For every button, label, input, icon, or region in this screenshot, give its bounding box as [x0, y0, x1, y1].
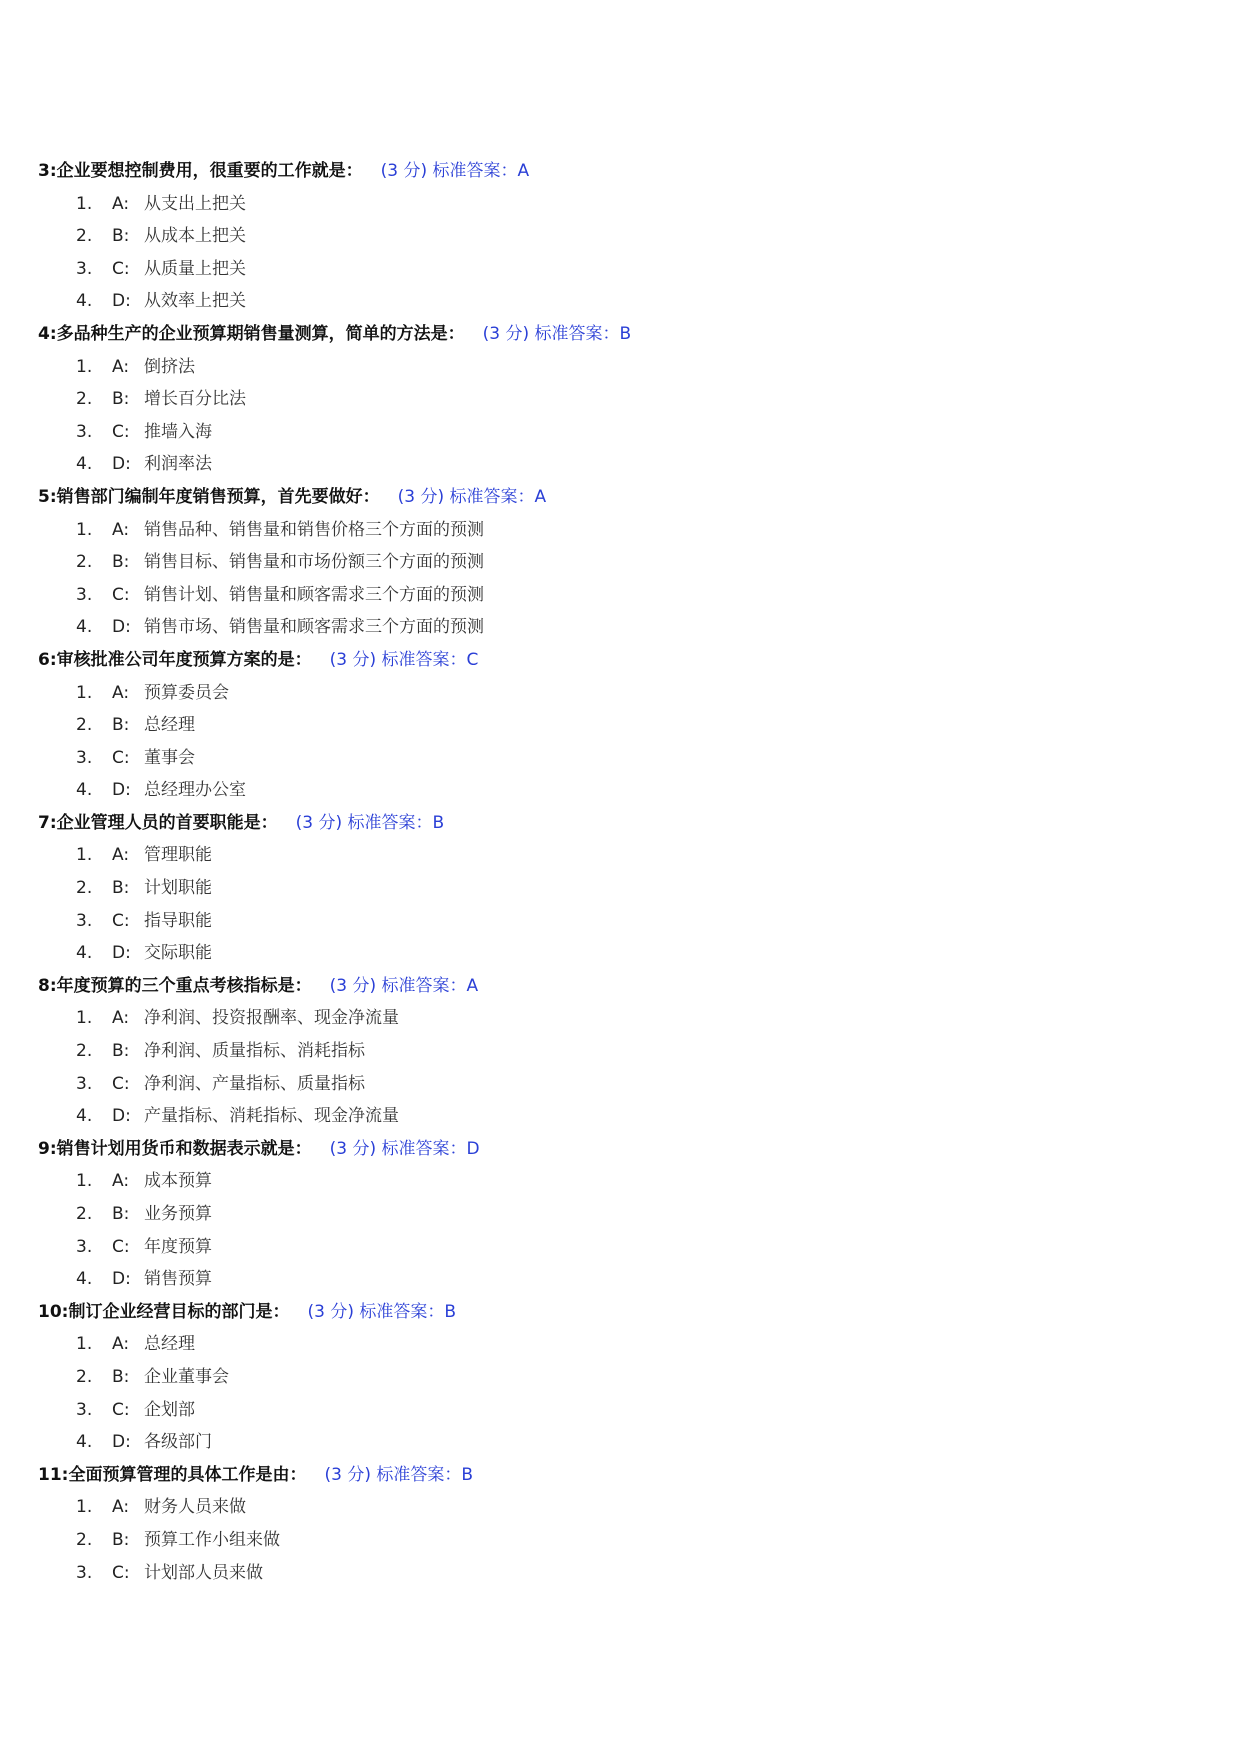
score-label: (3 分) [307, 1301, 354, 1322]
option-letter: C: [112, 1399, 130, 1420]
option-letter: B: [112, 552, 130, 573]
option-text: 从支出上把关 [144, 193, 246, 214]
option-item [38, 1524, 1198, 1557]
option-letter: D: [112, 943, 131, 964]
option-letter: D: [112, 1432, 131, 1453]
option-text: 总经理 [144, 715, 195, 736]
option-index: 1. [76, 193, 93, 214]
question-header [38, 318, 1198, 351]
answer-prefix: 标准答案： [449, 486, 535, 507]
option-text: 净利润、质量指标、消耗指标 [144, 1041, 365, 1062]
option-index: 3. [76, 1073, 93, 1094]
option-text: 管理职能 [144, 845, 212, 866]
answer-value: B [619, 323, 632, 344]
question-number: 7: [38, 812, 57, 833]
option-letter: A: [112, 1497, 130, 1518]
question-header [38, 807, 1198, 840]
option-list [38, 351, 1198, 481]
option-text: 净利润、产量指标、质量指标 [144, 1073, 365, 1094]
option-index: 3. [76, 1562, 93, 1583]
answer-value: A [517, 161, 530, 181]
option-letter: D: [112, 780, 131, 801]
option-text: 销售预算 [144, 1269, 212, 1290]
option-index: 2. [76, 1041, 93, 1062]
option-text: 销售品种、销售量和销售价格三个方面的预测 [144, 519, 484, 540]
option-list [38, 1328, 1198, 1458]
option-text: 计划部人员来做 [144, 1562, 263, 1583]
question-block [38, 318, 1198, 481]
option-text: 交际职能 [144, 943, 212, 964]
question-text: 企业管理人员的首要职能是： [56, 812, 278, 833]
option-text: 总经理办公室 [144, 780, 246, 801]
option-letter: A: [112, 1171, 130, 1192]
question-meta [330, 1139, 480, 1159]
answer-prefix: 标准答案： [432, 161, 518, 181]
question-block [38, 970, 1198, 1133]
option-text: 成本预算 [144, 1171, 212, 1192]
option-letter: C: [112, 1236, 130, 1257]
option-item [38, 220, 1198, 253]
question-block [38, 1296, 1198, 1459]
option-text: 预算委员会 [144, 682, 229, 703]
question-header [38, 644, 1198, 677]
option-index: 1. [76, 356, 93, 377]
option-item [38, 1198, 1198, 1231]
answer-value: B [461, 1464, 474, 1485]
answer-prefix: 标准答案： [534, 323, 620, 344]
option-list [38, 1002, 1198, 1132]
option-text: 财务人员来做 [144, 1497, 246, 1518]
question-block [38, 807, 1198, 970]
question-meta [296, 813, 445, 833]
option-text: 董事会 [144, 747, 195, 768]
option-item [38, 905, 1198, 938]
answer-prefix: 标准答案： [381, 1138, 467, 1159]
option-index: 3. [76, 258, 93, 279]
option-index: 3. [76, 910, 93, 931]
option-text: 推墙入海 [144, 421, 212, 442]
option-text: 总经理 [144, 1334, 195, 1355]
option-item [38, 1361, 1198, 1394]
option-list [38, 1491, 1198, 1589]
option-text: 从质量上把关 [144, 258, 246, 279]
question-number: 10: [38, 1301, 69, 1322]
question-meta [307, 1302, 456, 1322]
question-number: 4: [38, 323, 57, 344]
option-letter: B: [112, 1366, 130, 1387]
option-item [38, 742, 1198, 775]
option-letter: A: [112, 1008, 130, 1029]
option-index: 2. [76, 1366, 93, 1387]
option-letter: B: [112, 226, 130, 247]
question-block [38, 155, 1198, 318]
score-label: (3 分) [329, 1138, 377, 1159]
option-index: 2. [76, 389, 93, 410]
option-item [38, 188, 1198, 221]
option-item [38, 1100, 1198, 1133]
option-item [38, 1035, 1198, 1068]
option-letter: C: [112, 1073, 130, 1094]
option-index: 1. [76, 1008, 93, 1029]
option-item [38, 1002, 1198, 1035]
option-index: 2. [76, 715, 93, 736]
option-index: 2. [76, 226, 93, 247]
question-number: 9: [38, 1138, 57, 1159]
question-number: 8: [38, 975, 57, 996]
question-text: 全面预算管理的具体工作是由： [68, 1464, 307, 1485]
answer-value: D [466, 1138, 480, 1159]
option-item [38, 1491, 1198, 1524]
option-index: 1. [76, 1334, 93, 1355]
option-index: 3. [76, 747, 93, 768]
option-letter: D: [112, 617, 131, 638]
option-letter: A: [112, 682, 130, 703]
option-letter: B: [112, 878, 130, 899]
option-index: 3. [76, 584, 93, 605]
question-meta [398, 487, 547, 507]
option-letter: B: [112, 715, 130, 736]
option-index: 1. [76, 845, 93, 866]
answer-value: C [466, 649, 479, 670]
question-text: 审核批准公司年度预算方案的是： [56, 649, 312, 670]
option-letter: B: [112, 389, 130, 410]
option-text: 倒挤法 [144, 356, 195, 377]
option-list [38, 839, 1198, 969]
score-label: (3 分) [482, 323, 530, 344]
option-item [38, 1263, 1198, 1296]
option-letter: A: [112, 193, 130, 214]
option-text: 增长百分比法 [144, 389, 246, 410]
option-index: 4. [76, 617, 93, 638]
option-index: 4. [76, 1269, 93, 1290]
option-letter: C: [112, 421, 130, 442]
option-index: 4. [76, 1106, 93, 1127]
option-index: 4. [76, 780, 93, 801]
option-item [38, 416, 1198, 449]
question-number: 3: [38, 161, 57, 181]
score-label: (3 分) [295, 812, 343, 833]
option-text: 指导职能 [144, 910, 212, 931]
question-header [38, 481, 1198, 514]
option-item [38, 1557, 1198, 1590]
option-index: 1. [76, 1497, 93, 1518]
answer-prefix: 标准答案： [347, 812, 433, 833]
question-block [38, 1133, 1198, 1296]
option-text: 计划职能 [144, 878, 212, 899]
option-index: 2. [76, 878, 93, 899]
option-list [38, 677, 1198, 807]
question-header [38, 155, 1198, 188]
option-text: 企划部 [144, 1399, 195, 1420]
option-item [38, 677, 1198, 710]
option-item [38, 937, 1198, 970]
option-item [38, 579, 1198, 612]
question-header [38, 1133, 1198, 1166]
option-index: 1. [76, 682, 93, 703]
option-index: 2. [76, 1529, 93, 1550]
option-item [38, 383, 1198, 416]
option-item [38, 709, 1198, 742]
option-text: 业务预算 [144, 1204, 212, 1224]
option-letter: A: [112, 1334, 130, 1355]
question-number: 11: [38, 1464, 69, 1485]
question-text: 年度预算的三个重点考核指标是： [56, 975, 312, 996]
option-letter: C: [112, 258, 130, 279]
score-label: (3 分) [329, 649, 377, 670]
option-index: 4. [76, 454, 93, 475]
question-text: 制订企业经营目标的部门是： [68, 1301, 290, 1322]
question-block [38, 644, 1198, 807]
option-item [38, 351, 1198, 384]
question-meta [330, 976, 479, 996]
question-number: 6: [38, 649, 57, 670]
option-letter: B: [112, 1529, 130, 1550]
option-index: 2. [76, 1204, 93, 1224]
answer-prefix: 标准答案： [381, 649, 467, 670]
option-letter: D: [112, 454, 131, 475]
option-item [38, 839, 1198, 872]
option-index: 1. [76, 1171, 93, 1192]
question-meta [330, 650, 479, 670]
score-label: (3 分) [324, 1464, 371, 1485]
option-text: 从成本上把关 [144, 226, 246, 247]
option-text: 利润率法 [144, 454, 212, 475]
option-letter: B: [112, 1041, 130, 1062]
question-block [38, 1459, 1198, 1589]
option-item [38, 514, 1198, 547]
option-item [38, 1426, 1198, 1459]
option-index: 4. [76, 291, 93, 312]
question-meta [483, 324, 632, 344]
question-text: 多品种生产的企业预算期销售量测算，简单的方法是： [56, 323, 465, 344]
option-item [38, 1231, 1198, 1264]
option-item [38, 546, 1198, 579]
answer-value: B [432, 812, 445, 833]
option-text: 产量指标、消耗指标、现金净流量 [144, 1106, 399, 1127]
option-letter: A: [112, 519, 130, 540]
option-letter: C: [112, 910, 130, 931]
question-meta [381, 161, 530, 181]
question-list [38, 155, 1198, 1589]
score-label: (3 分) [397, 486, 445, 507]
question-text: 销售部门编制年度销售预算，首先要做好： [56, 486, 380, 507]
answer-prefix: 标准答案： [359, 1301, 445, 1322]
option-text: 销售市场、销售量和顾客需求三个方面的预测 [144, 617, 484, 638]
option-text: 净利润、投资报酬率、现金净流量 [144, 1008, 399, 1029]
option-text: 各级部门 [144, 1432, 212, 1453]
option-letter: A: [112, 356, 130, 377]
option-index: 3. [76, 421, 93, 442]
score-label: (3 分) [380, 161, 428, 181]
option-letter: A: [112, 845, 130, 866]
option-letter: C: [112, 747, 130, 768]
answer-prefix: 标准答案： [376, 1464, 462, 1485]
option-item [38, 774, 1198, 807]
option-list [38, 514, 1198, 644]
option-index: 3. [76, 1399, 93, 1420]
score-label: (3 分) [329, 975, 377, 996]
option-text: 从效率上把关 [144, 291, 246, 312]
option-item [38, 872, 1198, 905]
option-letter: C: [112, 1562, 130, 1583]
option-item [38, 611, 1198, 644]
option-letter: D: [112, 291, 131, 312]
answer-value: B [444, 1301, 457, 1322]
option-index: 3. [76, 1236, 93, 1257]
option-list [38, 188, 1198, 318]
option-item [38, 285, 1198, 318]
answer-value: A [466, 975, 479, 996]
option-item [38, 448, 1198, 481]
option-index: 4. [76, 1432, 93, 1453]
option-text: 预算工作小组来做 [144, 1529, 280, 1550]
option-letter: D: [112, 1106, 131, 1127]
option-index: 1. [76, 519, 93, 540]
answer-prefix: 标准答案： [381, 975, 467, 996]
option-item [38, 1394, 1198, 1427]
question-text: 销售计划用货币和数据表示就是： [56, 1138, 312, 1159]
question-header [38, 970, 1198, 1003]
option-list [38, 1165, 1198, 1295]
question-meta [324, 1465, 473, 1485]
question-text: 企业要想控制费用，很重要的工作就是： [56, 161, 363, 181]
option-index: 2. [76, 552, 93, 573]
question-number: 5: [38, 486, 57, 507]
option-index: 4. [76, 943, 93, 964]
answer-value: A [534, 486, 547, 507]
option-letter: C: [112, 584, 130, 605]
question-header [38, 1459, 1198, 1492]
option-text: 销售目标、销售量和市场份额三个方面的预测 [144, 552, 484, 573]
question-header [38, 1296, 1198, 1329]
option-letter: B: [112, 1204, 130, 1224]
option-item [38, 1328, 1198, 1361]
option-letter: D: [112, 1269, 131, 1290]
question-block [38, 481, 1198, 644]
option-item [38, 253, 1198, 286]
option-item [38, 1068, 1198, 1101]
option-text: 销售计划、销售量和顾客需求三个方面的预测 [144, 584, 484, 605]
option-text: 年度预算 [144, 1236, 212, 1257]
option-item [38, 1165, 1198, 1198]
option-text: 企业董事会 [144, 1366, 229, 1387]
